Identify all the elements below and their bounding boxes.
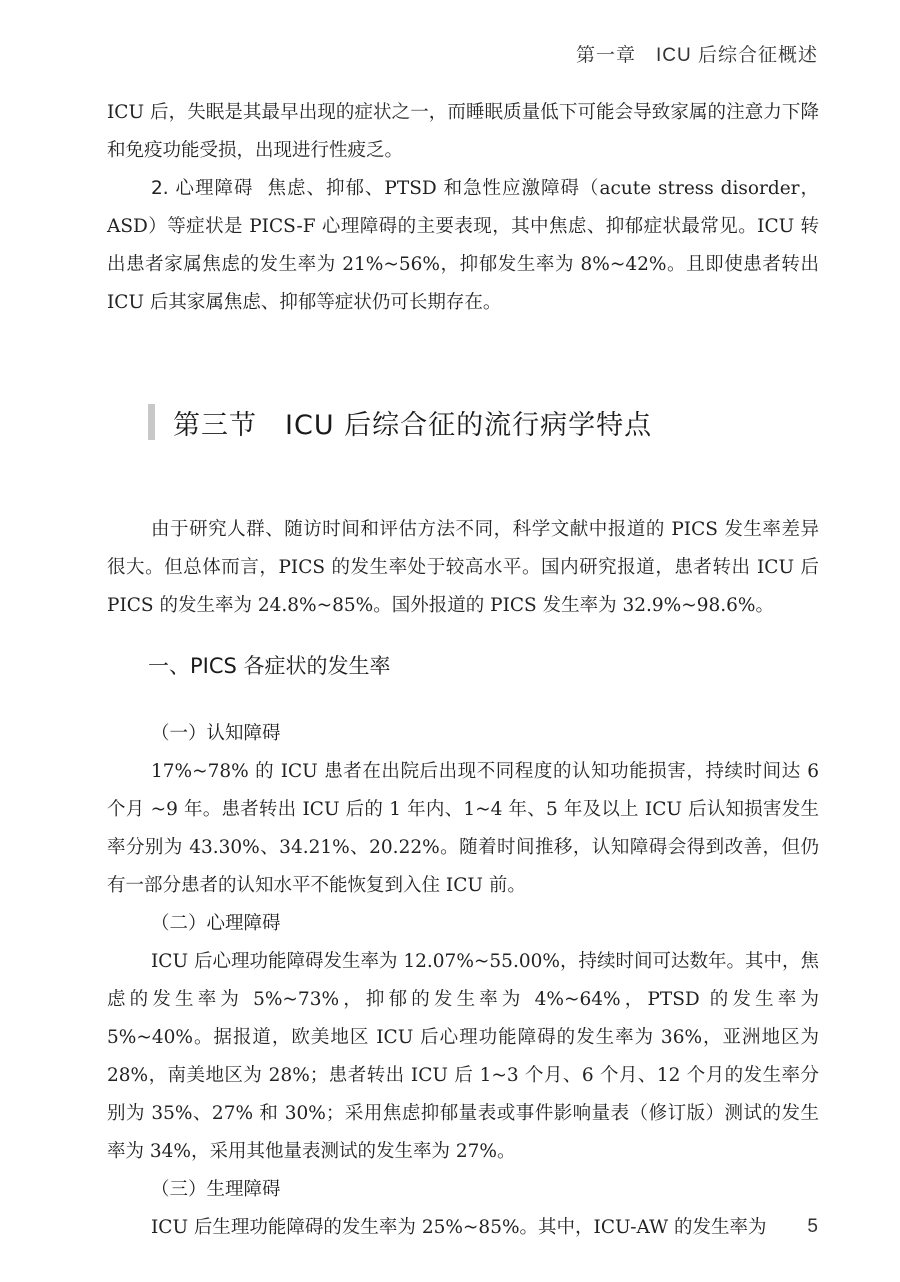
page-number: 5 — [807, 1216, 818, 1237]
section-heading — [148, 400, 652, 444]
paragraph-intro: 由于研究人群、随访时间和评估方法不同，科学文献中报道的 PICS 发生率差异很大。但总体而言，PICS 的发生率处于较高水平。国内研究报道，患者转出 ICU 后 PICS 的发生率为 24.8%~85%。国外报道的 PICS 发生率为 32.9%~98.6%。 — [107, 519, 819, 616]
section-marker-bar — [148, 404, 155, 440]
paragraph-psych-disorder — [107, 170, 819, 322]
intro-text-block — [107, 511, 819, 625]
running-header: 第一章 ICU 后综合征概述 — [575, 45, 818, 66]
paragraph-psychological: ICU 后心理功能障碍发生率为 12.07%~55.00%，持续时间可达数年。其中，焦虑的发生率为 5%~73%，抑郁的发生率为 4%~64%，PTSD 的发生率为 5%~40%。据报道，欧美地区 ICU 后心理功能障碍的发生率为 36%，亚洲地区为 28%，南美地区为 28%；患者转出 ICU 后 1~3 个月、6 个月、12 个月的发生率分别为 35%、27% 和 30%；采用焦虑抑郁量表或事件影响量表（修订版）测试的发生率为 34%，采用其他量表测试的发生率为 27%。 — [107, 951, 819, 1162]
section-title: 第三节 ICU 后综合征的流行病学特点 — [173, 409, 653, 441]
paragraph-physical: ICU 后生理功能障碍的发生率为 25%~85%。其中，ICU-AW 的发生率为 — [151, 1217, 767, 1238]
paragraph-cognitive: 17%~78% 的 ICU 患者在出院后出现不同程度的认知功能损害，持续时间达 6 个月 ~9 年。患者转出 ICU 后的 1 年内、1~4 年、5 年及以上 ICU 后认知损害发生率分别为 43.30%、34.21%、20.22%。随着时间推移，认知障碍会得到改善，但仍有一部分患者的认知水平不能恢复到入住 ICU 前。 — [107, 761, 819, 896]
top-text-block — [107, 94, 819, 322]
paragraph-lead-body: 焦虑、抑郁、PTSD 和急性应激障碍（acute stress disorder，ASD）等症状是 PICS-F 心理障碍的主要表现，其中焦虑、抑郁症状最常见。ICU 转出患者家属焦虑的发生率为 21%~56%，抑郁发生率为 8%~42%。且即使患者转出 ICU 后其家属焦虑、抑郁等症状仍可长期存在。 — [107, 178, 819, 313]
heading-physical: （三）生理障碍 — [151, 1179, 281, 1200]
subsection-title: 一、PICS 各症状的发生率 — [148, 654, 391, 678]
symptoms-text-block — [107, 715, 819, 1247]
paragraph-lead-heading: 2. 心理障碍 — [151, 178, 254, 199]
heading-psychological: （二）心理障碍 — [151, 913, 281, 934]
paragraph-insomnia: ICU 后，失眠是其最早出现的症状之一，而睡眠质量低下可能会导致家属的注意力下降和免疫功能受损，出现进行性疲乏。 — [107, 102, 819, 161]
heading-cognitive: （一）认知障碍 — [151, 723, 281, 744]
